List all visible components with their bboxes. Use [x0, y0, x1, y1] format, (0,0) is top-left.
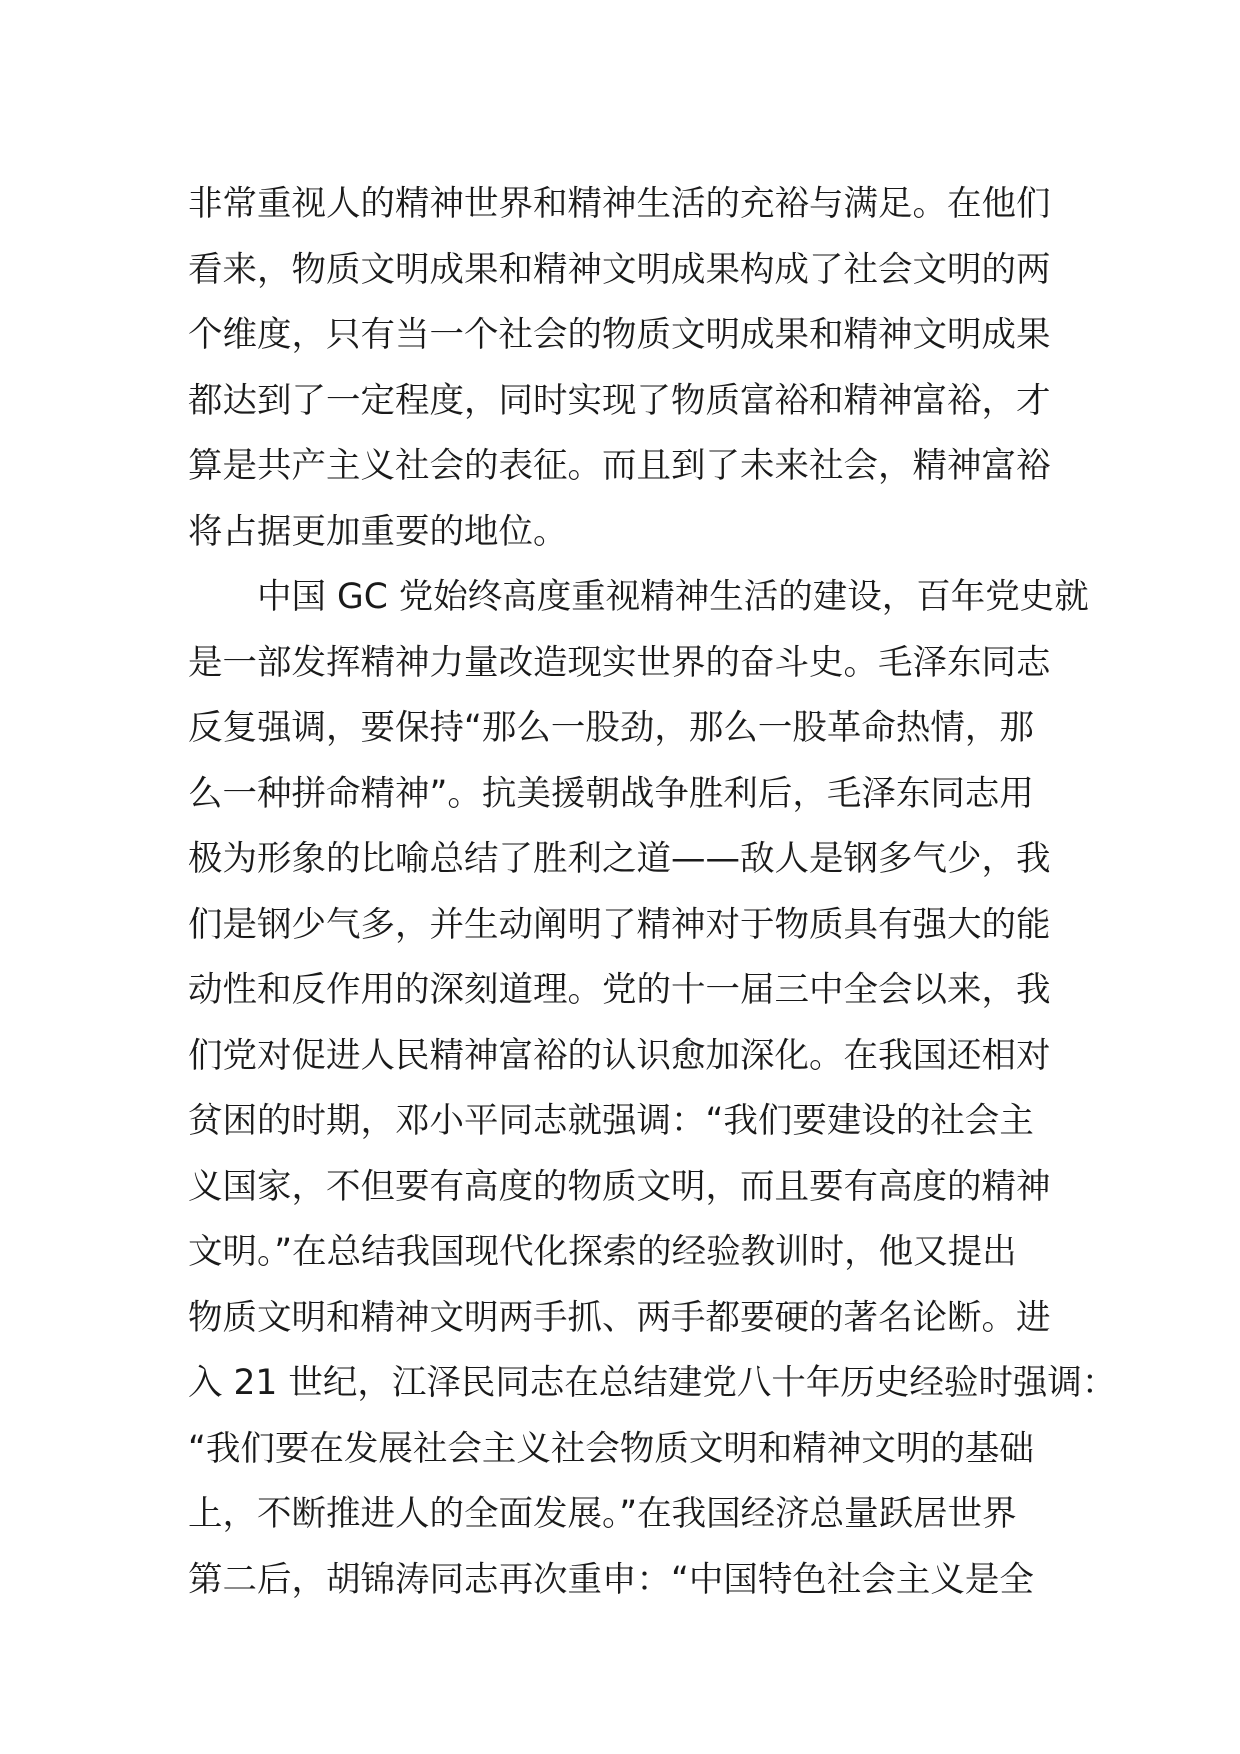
text-line: 入 21 世纪，江泽民同志在总结建党八十年历史经验时强调： [188, 1363, 1117, 1403]
text-line: 非常重视人的精神世界和精神生活的充裕与满足。在他们 [188, 184, 1051, 224]
text-line: 极为形象的比喻总结了胜利之道——敌人是钢多气少，我 [188, 839, 1051, 879]
paragraph-2 [188, 565, 1117, 1613]
text-line: 们是钢少气多，并生动阐明了精神对于物质具有强大的能 [188, 904, 1051, 945]
text-line: “我们要在发展社会主义社会物质文明和精神文明的基础 [188, 1428, 1034, 1469]
text-line: 中国 GC 党始终高度重视精神生活的建设，百年党史就 [257, 577, 1089, 617]
text-line: 看来，物质文明成果和精神文明成果构成了社会文明的两 [188, 249, 1051, 290]
text-line: 动性和反作用的深刻道理。党的十一届三中全会以来，我 [188, 970, 1051, 1010]
text-line: 贫困的时期，邓小平同志就强调：“我们要建设的社会主 [188, 1101, 1034, 1141]
text-line: 义国家，不但要有高度的物质文明，而且要有高度的精神 [188, 1166, 1051, 1207]
text-line: 第二后，胡锦涛同志再次重申：“中国特色社会主义是全 [188, 1559, 1034, 1600]
text-line: 将占据更加重要的地位。 [188, 511, 568, 552]
text-line: 么一种拼命精神”。抗美援朝战争胜利后，毛泽东同志用 [188, 773, 1034, 814]
paragraph-1 [188, 172, 1088, 565]
text-line: 算是共产主义社会的表征。而且到了未来社会，精神富裕 [188, 446, 1051, 486]
text-line: 反复强调，要保持“那么一股劲，那么一股革命热情，那 [188, 708, 1034, 748]
text-line: 物质文明和精神文明两手抓、两手都要硬的著名论断。进 [188, 1297, 1051, 1338]
body-text [188, 172, 1117, 1613]
text-line: 文明。”在总结我国现代化探索的经验教训时，他又提出 [188, 1232, 1017, 1272]
text-line: 都达到了一定程度，同时实现了物质富裕和精神富裕，才 [188, 380, 1051, 421]
text-line: 个维度，只有当一个社会的物质文明成果和精神文明成果 [188, 315, 1051, 355]
text-line: 是一部发挥精神力量改造现实世界的奋斗史。毛泽东同志 [188, 642, 1051, 683]
text-line: 们党对促进人民精神富裕的认识愈加深化。在我国还相对 [188, 1035, 1051, 1076]
text-line: 上，不断推进人的全面发展。”在我国经济总量跃居世界 [188, 1494, 1017, 1534]
